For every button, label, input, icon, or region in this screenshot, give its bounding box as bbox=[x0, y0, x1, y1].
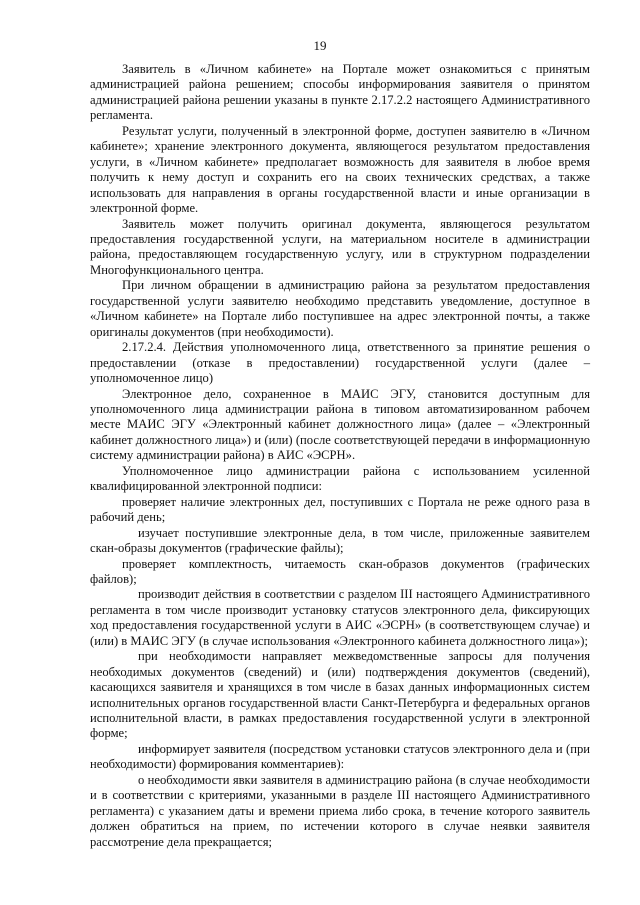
paragraph-studies-cases: изучает поступившие электронные дела, в том числе, приложенные заявителем скан-образы документов (графические файлы); bbox=[90, 525, 590, 556]
paragraph-appearance-required: о необходимости явки заявителя в администрацию района (в случае необходимости и в соответствии с критериями, указанными в разделе III настоящего Административного регламента) с указанием даты и времени приема либо срока, в течение которого заявитель должен обратиться на прием, по истечении которого в случае неявки заявителя рассмотрение дела прекращается; bbox=[90, 772, 590, 849]
paragraph-checks-cases: проверяет наличие электронных дел, поступивших с Портала не реже одного раза в рабочий день; bbox=[90, 494, 590, 525]
paragraph-performs-actions: производит действия в соответствии с разделом III настоящего Административного регламента в том числе производит установку статусов электронного дела, фиксирующих ход предоставления государственной услуги в АИС «ЭСРН» (в соответствующем случае) и (или) в МАИС ЭГУ (в случае использования «Электронного кабинета должностного лица»); bbox=[90, 587, 590, 648]
paragraph-personal-cabinet-decision: Заявитель в «Личном кабинете» на Портале может ознакомиться с принятым администрацией района решением; способы информирования заявителя о принятом администрацией района решении указаны в пункте 2.17.2.2 настоящего Административного регламента. bbox=[90, 62, 590, 123]
paragraph-authorized-person: Уполномоченное лицо администрации района с использованием усиленной квалифицированной электронной подписи: bbox=[90, 463, 590, 494]
paragraph-electronic-result: Результат услуги, полученный в электронной форме, доступен заявителю в «Личном кабинете»; хранение электронного документа, являющегося результатом предоставления услуги, в «Личном кабинете» предполагает возможность для заявителя в любое время получить к нему доступ и сохранить его на своих технических средствах, а также использовать для направления в органы государственной власти и иные организации в электронной форме. bbox=[90, 123, 590, 216]
paragraph-personal-visit: При личном обращении в администрацию района за результатом предоставления государственной услуги заявителю необходимо представить уведомление, доступное в «Личном кабинете» на Портале либо поступившее на адрес электронной почты, а также оригиналы документов (при необходимости). bbox=[90, 278, 590, 339]
document-body bbox=[90, 62, 590, 850]
paragraph-checks-completeness: проверяет комплектность, читаемость скан-образов документов (графических файлов); bbox=[90, 556, 590, 586]
paragraph-interagency-requests: при необходимости направляет межведомственные запросы для получения необходимых документов (сведений) и (или) подтверждения документов (сведений), касающихся заявителя и хранящихся в том числе в базах данных информационных систем исполнительных органов государственной власти Санкт-Петербурга и федеральных органов исполнительной власти, в рамках предоставления государственной услуги в электронной форме; bbox=[90, 649, 590, 741]
page-number: 19 bbox=[313, 38, 327, 53]
paragraph-informs-applicant: информирует заявителя (посредством установки статусов электронного дела и (при необходимости) формирования комментариев): bbox=[90, 741, 590, 772]
paragraph-electronic-case: Электронное дело, сохраненное в МАИС ЭГУ, становится доступным для уполномоченного лица администрации района в типовом автоматизированном рабочем месте МАИС ЭГУ «Электронный кабинет должностного лица» (далее – «Электронный кабинет должностного лица») и (или) (после соответствующей передачи в информационную систему администрации района) в АИС «ЭСРН». bbox=[90, 386, 590, 463]
paragraph-section-2-17-2-4: 2.17.2.4. Действия уполномоченного лица, ответственного за принятие решения о предоставлении (отказе в предоставлении) государственной услуги (далее – уполномоченное лицо) bbox=[90, 340, 590, 386]
paragraph-original-document: Заявитель может получить оригинал документа, являющегося результатом предоставления государственной услуги, на материальном носителе в администрации района, предоставляющем государственную услугу, или в структурном подразделении Многофункционального центра. bbox=[90, 216, 590, 277]
